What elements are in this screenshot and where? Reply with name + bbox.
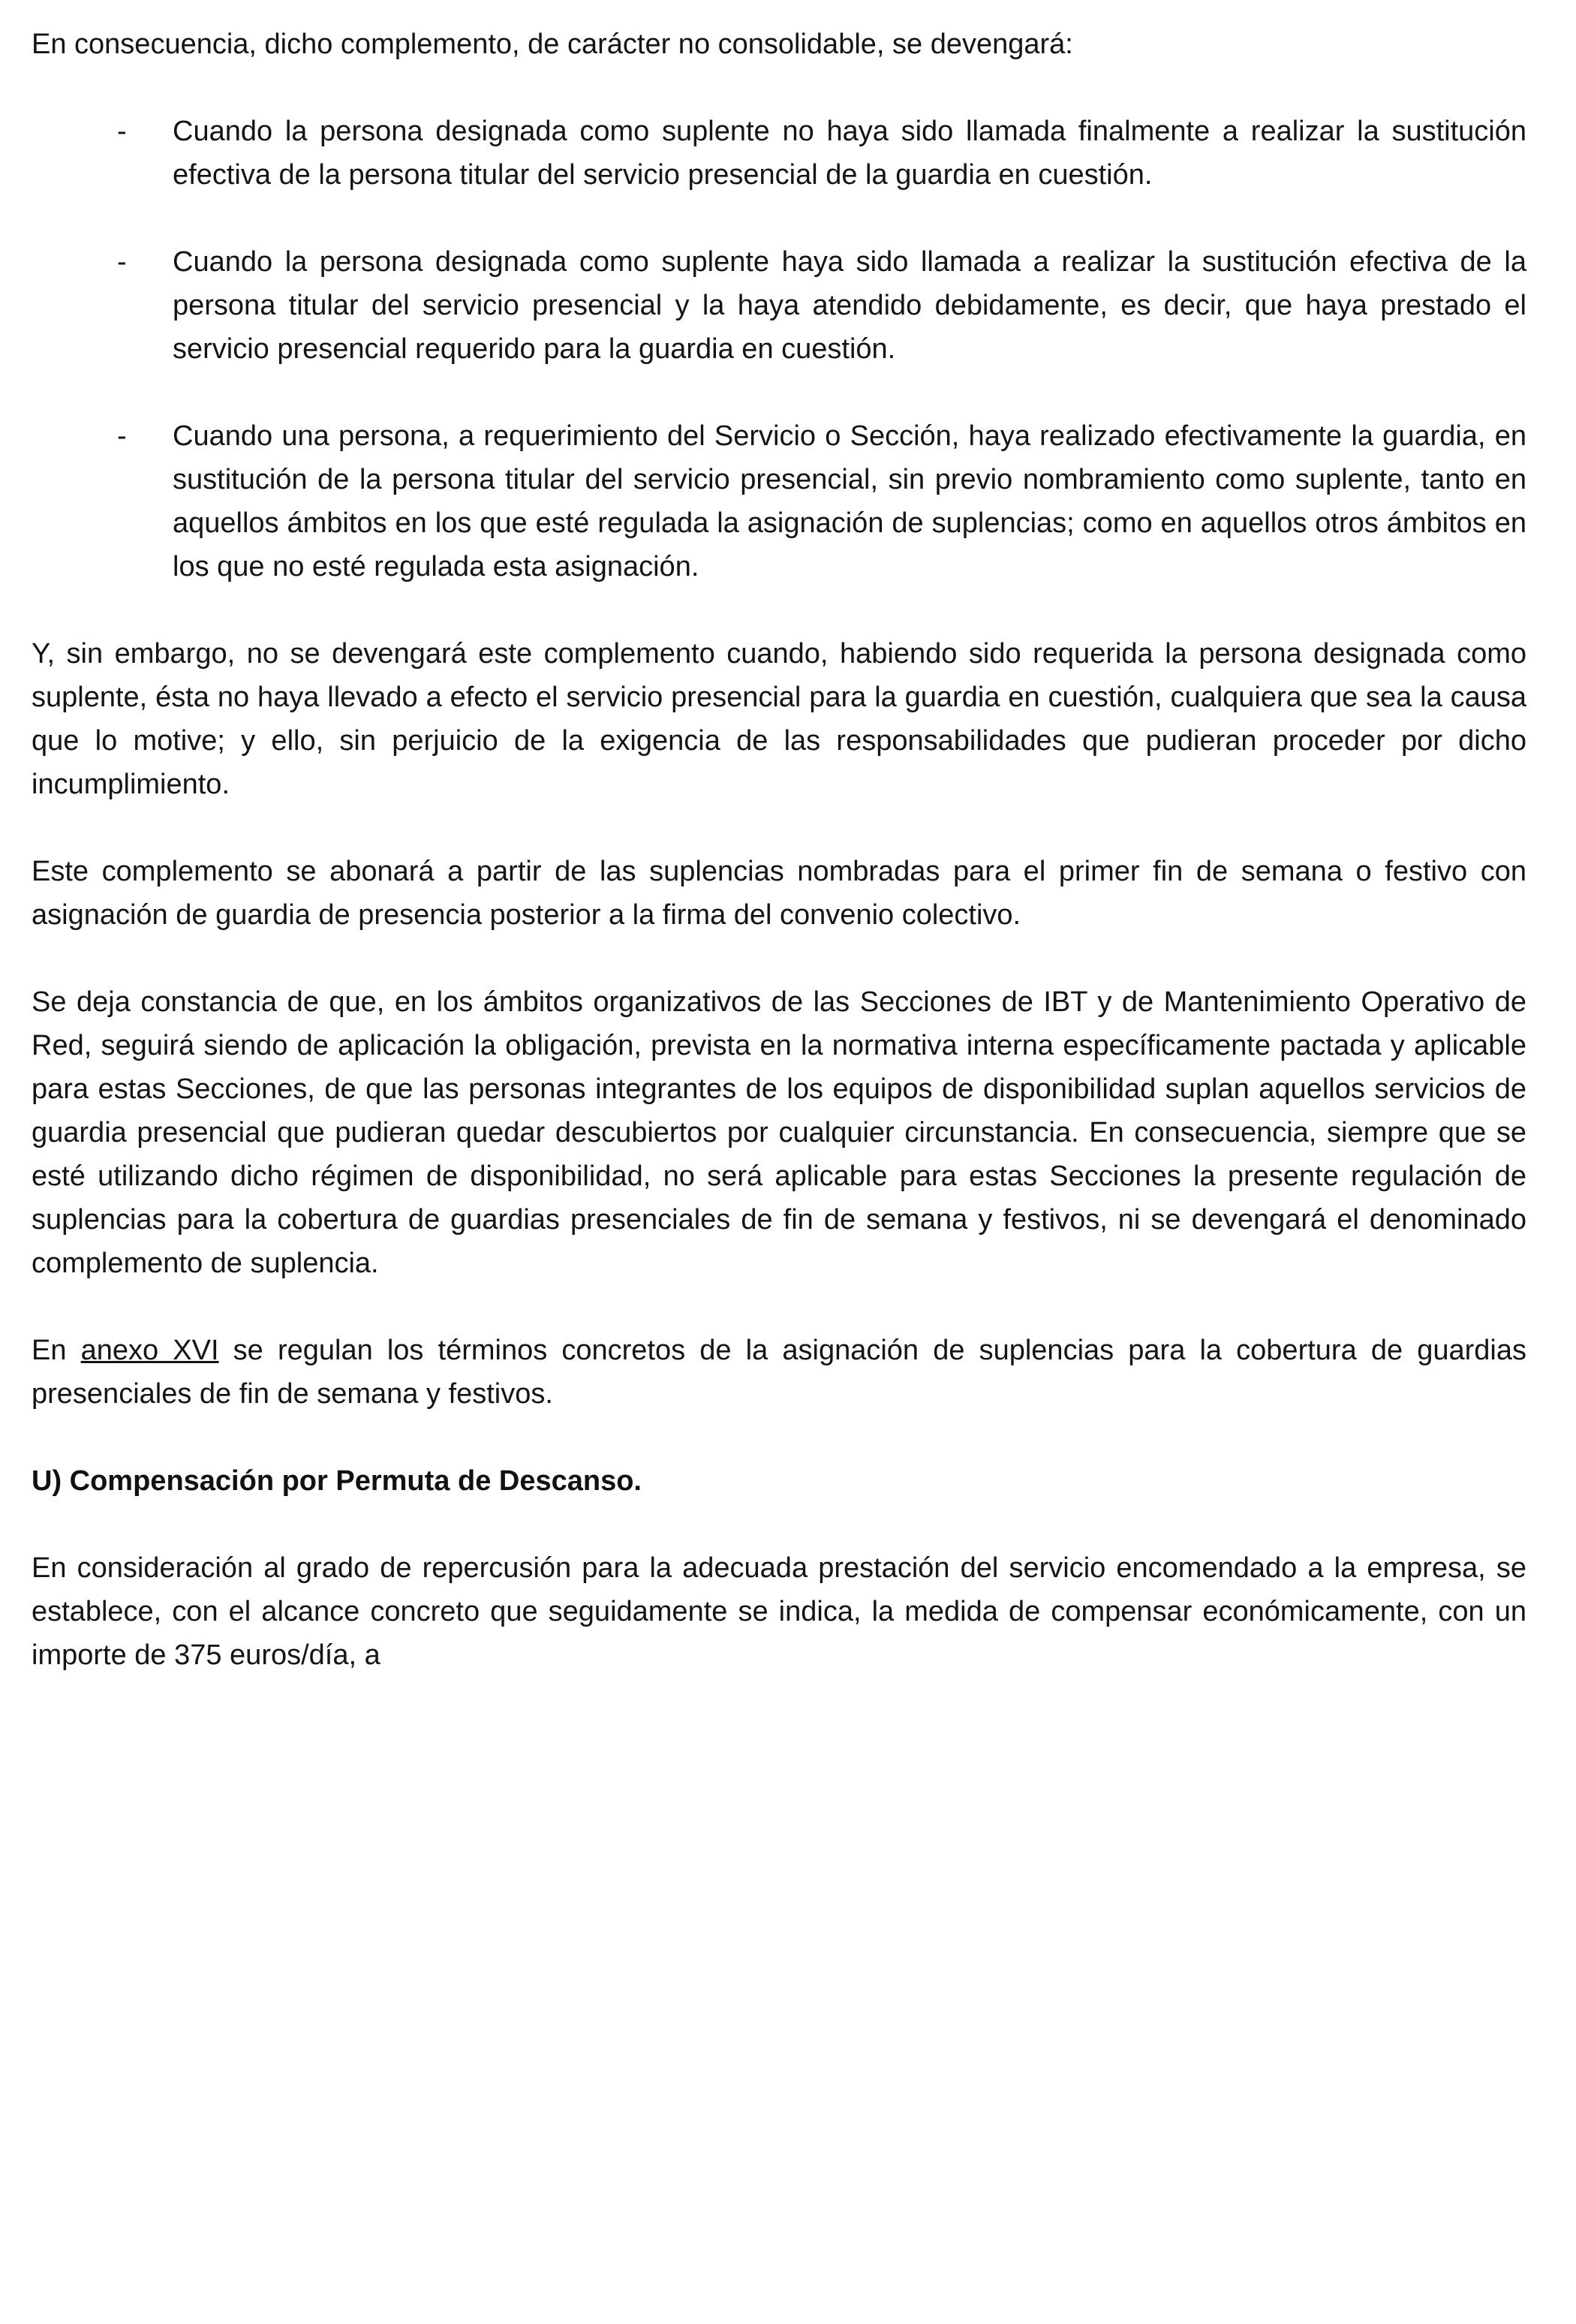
anexo-text-before: En: [32, 1335, 81, 1366]
section-heading-compensacion-permuta: U) Compensación por Permuta de Descanso.: [32, 1465, 642, 1497]
dash-marker: -: [117, 116, 127, 147]
paragraph-anexo: [32, 1329, 1526, 1416]
list-item-text: Cuando una persona, a requerimiento del Servicio o Sección, haya realizado efectivamente la guardia, en sustitución de la persona titular del servicio presencial, sin previo nombramiento como suplente, tanto en aquellos ámbitos en los que esté regulada la asignación de suplencias; como en aquellos otros ámbitos en los que no esté regulada esta asignación.: [173, 420, 1526, 583]
dash-marker: -: [117, 246, 127, 278]
anexo-reference: anexo XVI: [80, 1335, 219, 1366]
paragraph-no-devengo: Y, sin embargo, no se devengará este complemento cuando, habiendo sido requerida la persona designada como suplente, ésta no haya llevado a efecto el servicio presencial para la guardia en cuestión, cualquiera que sea la causa que lo motive; y ello, sin perjuicio de la exigencia de las responsabilidades que pudieran proceder por dicho incumplimiento.: [32, 638, 1526, 800]
paragraph-abono: Este complemento se abonará a partir de las suplencias nombradas para el primer fin de semana o festivo con asignación de guardia de presencia posterior a la firma del convenio colectivo.: [32, 856, 1526, 931]
dash-marker: -: [117, 420, 127, 452]
paragraph-intro: En consecuencia, dicho complemento, de carácter no consolidable, se devengará:: [32, 29, 1073, 60]
list-item-text: Cuando la persona designada como suplente haya sido llamada a realizar la sustitución efectiva de la persona titular del servicio presencial y la haya atendido debidamente, es decir, que haya prestado el servicio presencial requerido para la guardia en cuestión.: [173, 246, 1526, 365]
anexo-text-after: se regulan los términos concretos de la asignación de suplencias para la cobertura de guardias presenciales de fin de semana y festivos.: [32, 1335, 1526, 1410]
list-item-guardia-sin-nombramiento: [32, 414, 1526, 589]
paragraph-constancia-ibt: Se deja constancia de que, en los ámbitos organizativos de las Secciones de IBT y de Mantenimiento Operativo de Red, seguirá siendo de aplicación la obligación, prevista en la normativa interna específicamente pactada y aplicable para estas Secciones, de que las personas integrantes de los equipos de disponibilidad suplan aquellos servicios de guardia presencial que pudieran quedar descubiertos por cualquier circunstancia. En consecuencia, siempre que se esté utilizando dicho régimen de disponibilidad, no será aplicable para estas Secciones la presente regulación de suplencias para la cobertura de guardias presenciales de fin de semana y festivos, ni se devengará el denominado complemento de suplencia.: [32, 986, 1526, 1279]
bullet-list: [32, 110, 1526, 589]
list-item-suplente-llamada-atendida: [32, 240, 1526, 371]
list-item-suplente-no-llamada: [32, 110, 1526, 197]
paragraph-closing: En consideración al grado de repercusión para la adecuada prestación del servicio encomendado a la empresa, se establece, con el alcance concreto que seguidamente se indica, la medida de compensar económicamente, con un importe de 375 euros/día, a: [32, 1552, 1526, 1671]
list-item-text: Cuando la persona designada como suplente no haya sido llamada finalmente a realizar la sustitución efectiva de la persona titular del servicio presencial de la guardia en cuestión.: [173, 116, 1526, 191]
